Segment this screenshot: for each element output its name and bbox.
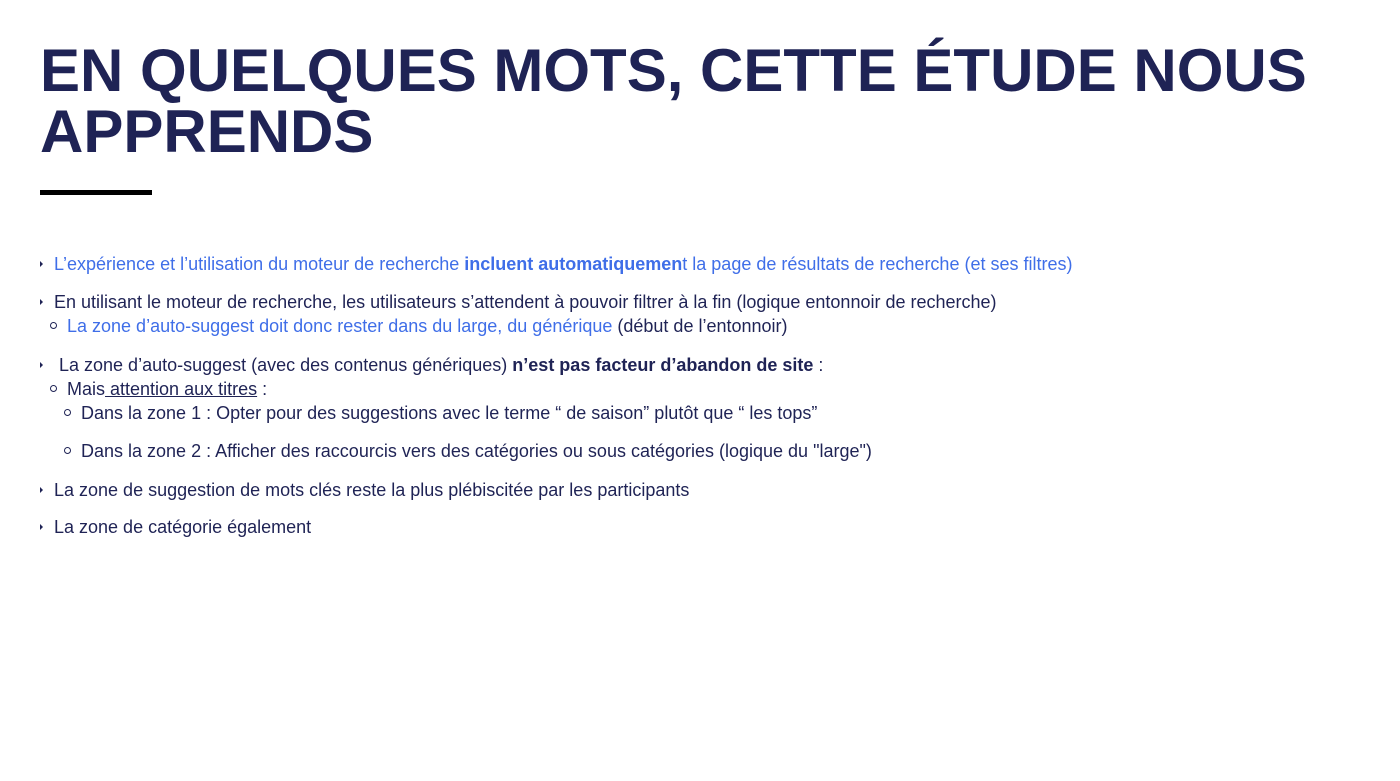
bullet-2-sub-1 <box>50 314 788 338</box>
bullet-3-text: La zone d’auto-suggest (avec des contenus génériques) <box>54 355 513 375</box>
bullet-3-subsub-2-text: Dans la zone 2 : Afficher des raccourcis vers des catégories ou sous catégories (logique du "large") <box>81 441 872 461</box>
triangle-bullet-icon <box>40 299 43 305</box>
bullet-2-text: En utilisant le moteur de recherche, les utilisateurs s’attendent à pouvoir filtrer à la fin (logique entonnoir de recherche) <box>54 292 997 312</box>
slide-title <box>40 37 1360 165</box>
title-line-2: APPRENDS <box>40 98 374 165</box>
triangle-bullet-icon <box>40 362 43 368</box>
circle-bullet-icon <box>64 409 71 416</box>
bullet-4-text: La zone de suggestion de mots clés reste la plus plébiscitée par les participants <box>54 480 690 500</box>
title-line-1: EN QUELQUES MOTS, CETTE ÉTUDE NOUS <box>40 37 1307 104</box>
bullet-3-subsub-1-text: Dans la zone 1 : Opter pour des suggestions avec le terme “ de saison” plutôt que “ les tops” <box>81 403 818 423</box>
bullet-1-text-end: t la page de résultats de recherche (et ses filtres) <box>682 254 1073 274</box>
bullet-3-text-end: : <box>813 355 824 375</box>
bullet-5 <box>40 515 311 539</box>
title-underline-rule <box>40 190 152 195</box>
bullet-2-sub-1-blue: La zone d’auto-suggest doit donc rester dans du large, du générique <box>67 316 613 336</box>
bullet-3-subsub-2 <box>64 439 872 463</box>
bullet-3-subsub-1 <box>64 401 817 425</box>
circle-bullet-icon <box>64 447 71 454</box>
circle-bullet-icon <box>50 322 57 329</box>
bullet-3-sub-1-end: : <box>257 379 268 399</box>
bullet-1-bold: incluent automatiquemen <box>464 254 683 274</box>
bullet-4 <box>40 478 689 502</box>
bullet-3-sub-1-underline: attention aux titres <box>105 379 258 399</box>
triangle-bullet-icon <box>40 487 43 493</box>
triangle-bullet-icon <box>40 524 43 530</box>
bullet-3-sub-1-text: Mais <box>67 379 106 399</box>
bullet-2 <box>40 290 997 314</box>
bullet-3-sub-1 <box>50 377 267 401</box>
triangle-bullet-icon <box>40 261 43 267</box>
bullet-2-sub-1-rest: (début de l’entonnoir) <box>612 316 788 336</box>
bullet-3 <box>40 353 823 377</box>
bullet-1-text: L’expérience et l’utilisation du moteur de recherche <box>54 254 465 274</box>
bullet-1 <box>40 252 1072 276</box>
bullet-3-bold: n’est pas facteur d’abandon de site <box>512 355 814 375</box>
circle-bullet-icon <box>50 385 57 392</box>
bullet-5-text: La zone de catégorie également <box>54 517 312 537</box>
